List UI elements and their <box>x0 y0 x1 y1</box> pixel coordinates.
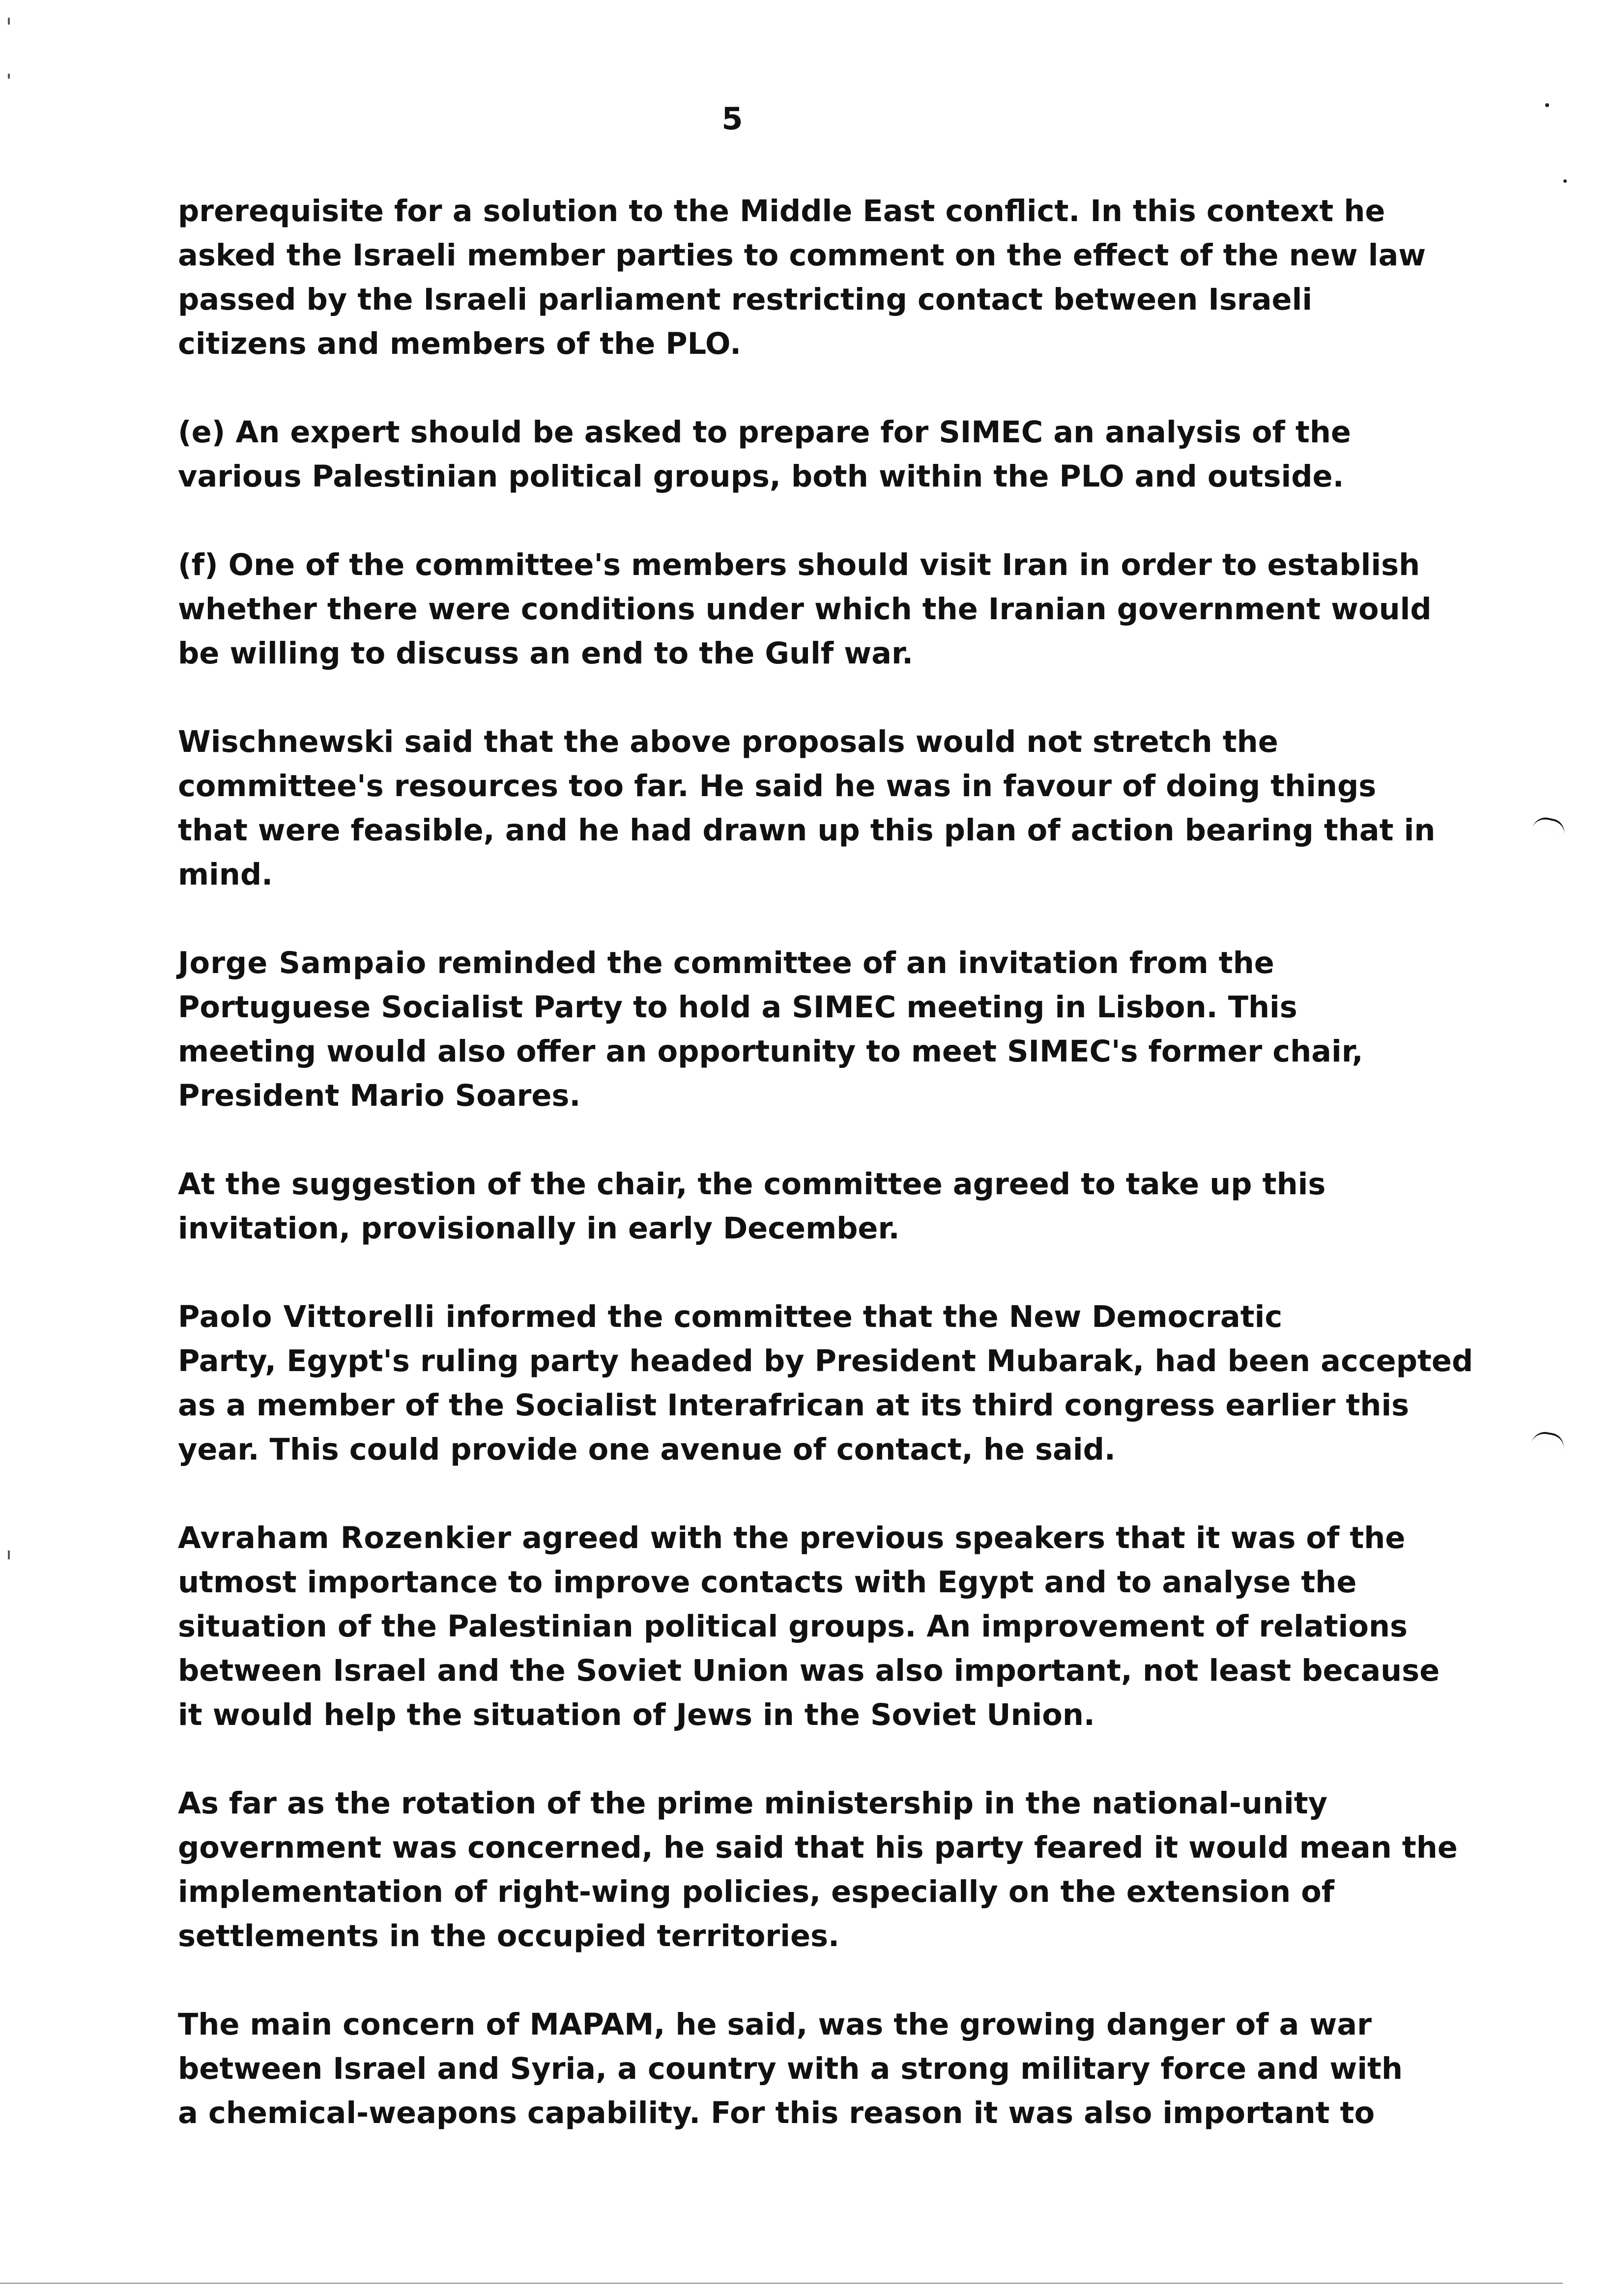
text-line: meeting would also offer an opportunity to meet SIMEC's former chair, <box>178 1034 1363 1069</box>
text-line: Wischnewski said that the above proposals would not stretch the <box>178 725 1278 759</box>
paragraph-paolo-vittorelli <box>178 1295 1473 1472</box>
text-line: various Palestinian political groups, both within the PLO and outside. <box>178 459 1344 494</box>
text-line: prerequisite for a solution to the Middle East conflict. In this context he <box>178 194 1385 229</box>
text-fragment: agreed with the previous speakers that it was of the <box>512 1521 1406 1555</box>
scan-bottom-rule <box>0 2283 1563 2284</box>
paragraph-mapam-concern <box>178 2003 1403 2135</box>
text-line: The main concern of MAPAM, he said, was the growing danger of a war <box>178 2008 1372 2042</box>
page-number: 5 <box>721 101 743 137</box>
paragraph-expert-analysis <box>178 410 1351 499</box>
document-body <box>178 189 1473 2180</box>
text-line: as a member of the Socialist Interafrican at its third congress earlier this <box>178 1388 1410 1423</box>
text-line: whether there were conditions under which the Iranian government would <box>178 592 1432 627</box>
text-line: settlements in the occupied territories. <box>178 1919 840 1953</box>
scan-mark <box>1545 103 1549 107</box>
paragraph-chair-suggestion <box>178 1162 1348 1251</box>
text-line: year. This could provide one avenue of contact, he said. <box>178 1433 1116 1467</box>
text-line: that were feasible, and he had drawn up this plan of action bearing that in <box>178 813 1436 848</box>
text-line: (f) One of the committee's members should visit Iran in order to establish <box>178 548 1420 582</box>
margin-bracket-mark <box>1532 815 1567 835</box>
text-line: Portuguese Socialist Party to hold a SIMEC meeting in Lisbon. This <box>178 990 1297 1025</box>
text-line: asked the Israeli member parties to comment on the effect of the new law <box>178 238 1426 273</box>
text-line: situation of the Palestinian political groups. An improvement of relations <box>178 1609 1408 1644</box>
text-line: mind. <box>178 858 273 892</box>
text-line: invitation, provisionally in early December. <box>178 1211 900 1246</box>
text-line: it would help the situation of Jews in the Soviet Union. <box>178 1698 1095 1732</box>
text-line <box>178 1516 1406 1560</box>
text-fragment: reminded the committee of an invitation from the <box>427 946 1274 980</box>
text-line: citizens and members of the PLO. <box>178 327 742 361</box>
paragraph-avraham-rozenkier <box>178 1516 1440 1737</box>
text-line: between Israel and the Soviet Union was also important, not least because <box>178 1654 1440 1688</box>
scan-mark <box>8 1550 10 1559</box>
text-line: a chemical-weapons capability. For this reason it was also important to <box>178 2096 1375 2130</box>
text-line: implementation of right-wing policies, especially on the extension of <box>178 1875 1335 1909</box>
text-line <box>178 941 1348 985</box>
text-line: (e) An expert should be asked to prepare for SIMEC an analysis of the <box>178 415 1351 450</box>
text-line: committee's resources too far. He said he was in favour of doing things <box>178 769 1377 804</box>
text-line: government was concerned, he said that his party feared it would mean the <box>178 1831 1458 1865</box>
scan-mark <box>8 18 10 25</box>
paragraph-iran-visit <box>178 543 1432 676</box>
margin-bracket-mark <box>1531 1430 1566 1449</box>
speaker-name: Jorge Sampaio <box>178 946 427 980</box>
text-line: between Israel and Syria, a country with a strong military force and with <box>178 2052 1403 2086</box>
paragraph-wischnewski <box>178 720 1436 897</box>
text-line: As far as the rotation of the prime ministership in the national-unity <box>178 1786 1328 1821</box>
text-line: At the suggestion of the chair, the committee agreed to take up this <box>178 1167 1326 1202</box>
scan-mark <box>1563 179 1567 183</box>
text-line: be willing to discuss an end to the Gulf war. <box>178 636 914 671</box>
text-fragment: informed the committee that the New Democratic <box>435 1300 1283 1334</box>
text-line: utmost importance to improve contacts with Egypt and to analyse the <box>178 1565 1357 1600</box>
paragraph-middle-east-context <box>178 189 1426 366</box>
paragraph-rotation <box>178 1781 1458 1958</box>
text-line: passed by the Israeli parliament restricting contact between Israeli <box>178 283 1313 317</box>
text-line: President Mario Soares. <box>178 1079 581 1113</box>
text-line: Party, Egypt's ruling party headed by President Mubarak, had been accepted <box>178 1344 1473 1378</box>
scan-mark <box>8 74 10 79</box>
speaker-name: Avraham Rozenkier <box>178 1521 512 1555</box>
paragraph-jorge-sampaio <box>178 941 1363 1118</box>
speaker-name: Paolo Vittorelli <box>178 1300 435 1334</box>
text-line <box>178 1295 1348 1339</box>
